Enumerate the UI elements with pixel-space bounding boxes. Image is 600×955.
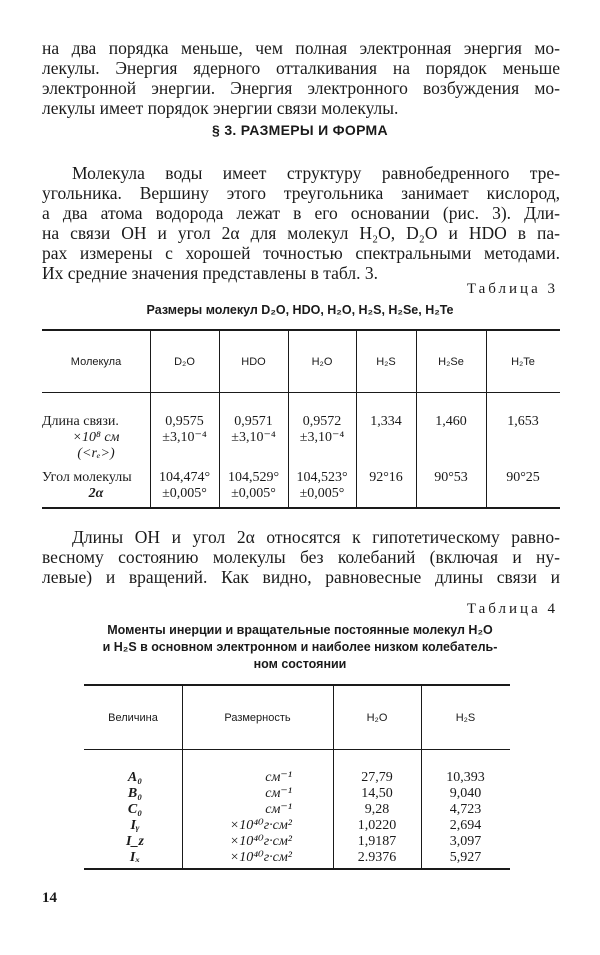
section-title: § 3. РАЗМЕРЫ И ФОРМА (212, 122, 388, 138)
text-line: Длины OH и угол 2α относятся к гипотетическому равно- (72, 527, 560, 547)
table-3-header: H₂Se (438, 356, 464, 368)
table-3-cell: ±0,005° (231, 486, 276, 501)
table-3-row-label: ×10⁸ см (72, 430, 120, 445)
table-3-cell: 90°25 (506, 470, 540, 485)
table-4-unit: см⁻¹ (265, 802, 292, 817)
table-4-header: H₂S (455, 712, 476, 724)
table-3-header: HDO (241, 356, 266, 368)
table-4-caption: и H₂S в основном электронном и наиболее низком колебатель- (102, 640, 498, 654)
table-4-header: Размерность (224, 712, 291, 724)
table-3-header: Молекула (70, 356, 122, 368)
table-4-header: Величина (108, 712, 158, 724)
table-3-cell: 90°53 (434, 470, 468, 485)
table-3-cell: 104,523° (296, 470, 348, 485)
table-3-cell: 1,460 (435, 414, 467, 429)
table-3-row-label: Угол молекулы (42, 470, 132, 485)
table-4-unit: см⁻¹ (265, 770, 292, 785)
table-3-bottom-rule (42, 507, 560, 509)
text-line: лекулы. Энергия ядерного отталкивания на порядок меньше (42, 58, 560, 78)
table-3-caption: Размеры молекул D₂O, HDO, H₂O, H₂S, H₂Se, H₂Te (146, 303, 454, 317)
table-4-cell: 1,0220 (357, 818, 397, 833)
table-4-cell: 14,50 (361, 786, 393, 801)
table-3-top-rule (42, 329, 560, 331)
table-4-quantity: I_z (126, 834, 144, 849)
table-4-quantity: C₀ (127, 802, 143, 817)
table-3-header: H₂O (311, 356, 333, 368)
text-line: весному состоянию молекулы без колебаний (включая и ну- (42, 547, 560, 567)
table-4-cell: 2,694 (449, 818, 482, 833)
table-4-cell: 27,79 (361, 770, 393, 785)
table-4-cell: 9,040 (449, 786, 482, 801)
table-3-cell: ±3,10⁻⁴ (231, 430, 276, 445)
text-line: левые) и вращений. Как видно, равновесные длины связи и (42, 567, 560, 587)
table-4-cell: 10,393 (446, 770, 485, 785)
table-3-cell: 104,474° (158, 470, 211, 485)
table-4-cell: 4,723 (449, 802, 482, 817)
table-4-unit: ×10⁴⁰г·см² (229, 818, 292, 833)
table-4-quantity: B₀ (127, 786, 143, 801)
text-line: лекулы имеет порядок энергии связи молекулы. (42, 98, 399, 118)
table-3-cell: ±0,005° (162, 486, 207, 501)
table-3-label: Таблица 3 (466, 281, 558, 297)
text-line: на два порядка меньше, чем полная электронная энергия мо- (42, 38, 560, 58)
table-3-row-label: (<rₑ>) (77, 446, 115, 461)
table-3-row-label: 2α (88, 486, 104, 501)
table-4-caption: Моменты инерции и вращательные постоянные молекул H₂O (107, 623, 493, 637)
text-line: рах измерены с хорошей точностью спектральными методами. (42, 243, 560, 263)
table-4-cell: 1,9187 (357, 834, 397, 849)
table-4-bottom-rule (84, 868, 510, 870)
table-3-header: H₂S (376, 356, 396, 368)
table-4-unit: см⁻¹ (265, 786, 292, 801)
table-3-cell: ±3,10⁻⁴ (162, 430, 207, 445)
table-4-quantity: Iᵧ (130, 818, 140, 833)
table-4-cell: 3,097 (449, 834, 482, 849)
text-line: Молекула воды имеет структуру равнобедренного тре- (72, 163, 560, 183)
table-4-unit: ×10⁴⁰г·см² (229, 834, 292, 849)
table-4-top-rule (84, 684, 510, 686)
table-3-cell: ±0,005° (299, 486, 345, 501)
text-line: Их средние значения представлены в табл. 3. (42, 263, 378, 283)
text-line: а два атома водорода лежат в его основании (рис. 3). Дли- (42, 203, 560, 223)
table-3-cell: 0,9572 (302, 414, 342, 429)
table-4-header: H₂O (366, 712, 388, 724)
table-3-header: D₂O (174, 356, 195, 368)
table-3-cell: 0,9571 (234, 414, 273, 429)
table-3-cell: 1,653 (507, 414, 539, 429)
text-line: угольника. Вершину этого треугольника занимает кислород, (42, 183, 560, 203)
table-3-cell: 92°16 (369, 470, 403, 485)
table-4-unit: ×10⁴⁰г·см² (229, 850, 292, 865)
table-4-header-rule (84, 749, 510, 750)
table-3-cell: 104,529° (227, 470, 280, 485)
page-number: 14 (42, 890, 57, 906)
table-3-cell: ±3,10⁻⁴ (299, 430, 345, 445)
table-4-cell: 5,927 (449, 850, 482, 865)
table-4-quantity: Iₓ (129, 850, 141, 865)
table-3-cell: 0,9575 (165, 414, 204, 429)
table-4-cell: 2.9376 (357, 850, 397, 865)
table-3-cell: 1,334 (370, 414, 402, 429)
table-4-cell: 9,28 (364, 802, 390, 817)
table-3-row-label: Длина связи. (42, 414, 119, 429)
table-4-caption: ном состоянии (253, 657, 347, 671)
table-3-header: H₂Te (511, 356, 535, 368)
text-line: на связи OH и угол 2α для молекул H₂O, D₂O и HDO в па- (42, 223, 560, 243)
text-line: электронной энергии. Энергия электронного возбуждения мо- (42, 78, 560, 98)
table-4-quantity: A₀ (127, 770, 143, 785)
table-3-header-rule (42, 392, 560, 393)
table-4-label: Таблица 4 (466, 601, 558, 617)
